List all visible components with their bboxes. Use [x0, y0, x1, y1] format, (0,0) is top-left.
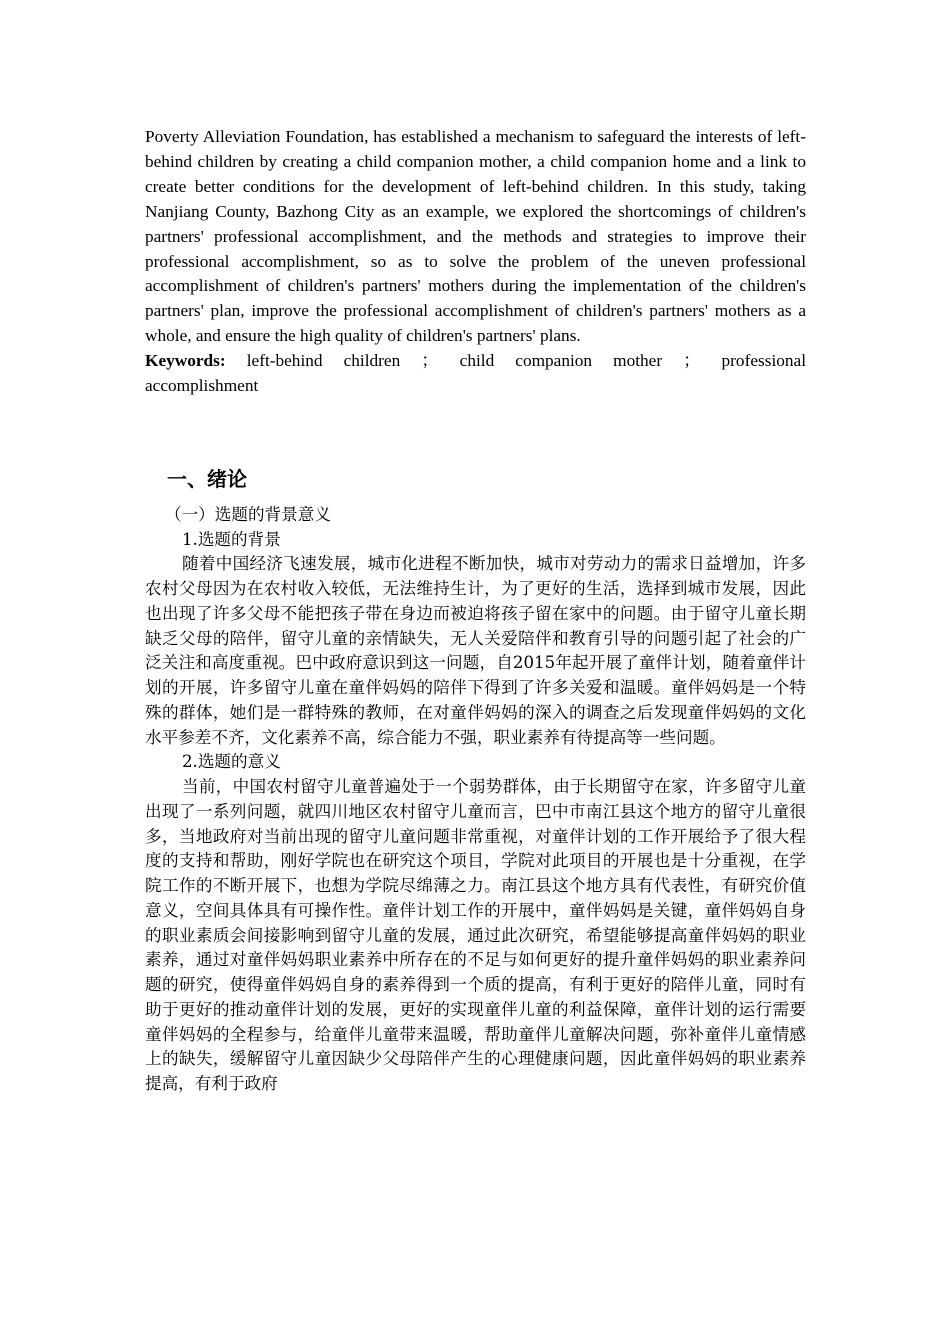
background-paragraph: 随着中国经济飞速发展，城市化进程不断加快，城市对劳动力的需求日益增加，许多农村父母因为在农村收入较低，无法维持生计，为了更好的生活，选择到城市发展，因此也出现了许多父母不能把孩子带在身边而被迫将孩子留在家中的问题。由于留守儿童长期缺乏父母的陪伴，留守儿童的亲情缺失，无人关爱陪伴和教育引导的问题引起了社会的广泛关注和高度重视。巴中政府意识到这一问题，自2015年起开展了童伴计划，随着童伴计划的开展，许多留守儿童在童伴妈妈的陪伴下得到了许多关爱和温暖。童伴妈妈是一个特殊的群体，她们是一群特殊的教师，在对童伴妈妈的深入的调查之后发现童伴妈妈的文化水平参差不齐，文化素养不高，综合能力不强，职业素养有待提高等一些问题。 — [145, 554, 806, 747]
keywords-label: Keywords: — [145, 351, 226, 371]
subsection-title: （一）选题的背景意义 — [165, 504, 331, 524]
keywords-line — [145, 349, 806, 399]
background-heading: 1.选题的背景 — [182, 529, 281, 549]
keywords-text: left-behind children ； child companion mother ； professional accomplishment — [145, 351, 806, 396]
abstract-paragraph: Poverty Alleviation Foundation, has established a mechanism to safeguard the interests of left-behind children by creating a child companion mother, a child companion home and a link to create better conditions for the development of left-behind children. In this study, taking Nanjiang County, Bazhong City as an example, we explored the shortcomings of children's partners' professional accomplishment, and the methods and strategies to improve their professional accomplishment, so as to solve the problem of the uneven professional accomplishment of children's partners' mothers during the implementation of the children's partners' plan, improve the professional accomplishment of children's partners' mothers as a whole, and ensure the high quality of children's partners' plans. — [145, 127, 806, 346]
section-title: 一、绪论 — [167, 466, 247, 491]
significance-paragraph: 当前，中国农村留守儿童普遍处于一个弱势群体，由于长期留守在家，许多留守儿童出现了一系列问题，就四川地区农村留守儿童而言，巴中市南江县这个地方的留守儿童很多，当地政府对当前出现的留守儿童问题非常重视，对童伴计划的工作开展给予了很大程度的支持和帮助，刚好学院也在研究这个项目，学院对此项目的开展也是十分重视，在学院工作的不断开展下，也想为学院尽绵薄之力。南江县这个地方具有代表性，有研究价值意义，空间具体具有可操作性。童伴计划工作的开展中，童伴妈妈是关键，童伴妈妈自身的职业素质会间接影响到留守儿童的发展，通过此次研究，希望能够提高童伴妈妈的职业素养，通过对童伴妈妈职业素养中所存在的不足与如何更好的提升童伴妈妈的职业素养问题的研究，使得童伴妈妈自身的素养得到一个质的提高，有利于更好的陪伴儿童，同时有助于更好的推动童伴计划的发展，更好的实现童伴儿童的利益保障，童伴计划的运行需要童伴妈妈的全程参与，给童伴儿童带来温暖，帮助童伴儿童解决问题，弥补童伴儿童情感上的缺失，缓解留守儿童因缺少父母陪伴产生的心理健康问题，因此童伴妈妈的职业素养提高，有利于政府 — [145, 777, 806, 1094]
document-page — [145, 125, 806, 1097]
significance-heading: 2.选题的意义 — [182, 752, 281, 772]
